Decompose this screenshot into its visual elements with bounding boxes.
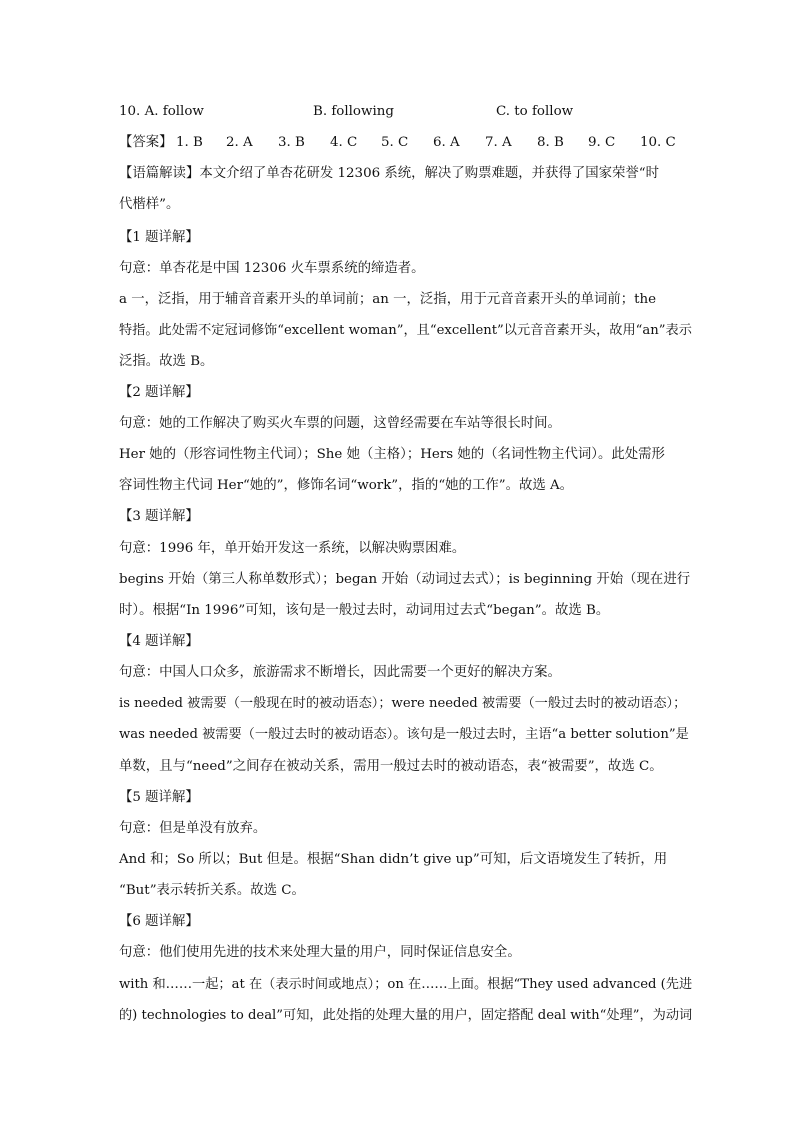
explanation-line: begins 开始（第三人称单数形式）；began 开始（动词过去式）；is beginning 开始（现在进行 (119, 572, 691, 587)
explanation-line: 句意：1996 年，单开始开发这一系统，以解决购票困难。 (119, 541, 466, 556)
passage-summary-line-2: 代楷样”。 (119, 197, 180, 212)
explanation-line: 句意：但是单没有放弃。 (119, 821, 267, 836)
explanation-line: a 一，泛指，用于辅音音素开头的单词前；an 一，泛指，用于元音音素开头的单词前；the (119, 292, 657, 307)
option-a-text: A. follow (144, 104, 204, 119)
question-number: 10. (119, 104, 141, 119)
explanation-line: 的) technologies to deal”可知，此处指的处理大量的用户，固定搭配 deal with“处理”，为动词 (119, 1008, 693, 1023)
question-10-option-b: B. following (313, 104, 394, 119)
answer-label: 【答案】 (119, 135, 173, 150)
explanation-line: 时）。根据“In 1996”可知，该句是一般过去时，动词用过去式“began”。故选 B。 (119, 603, 610, 618)
explanation-heading: 【4 题详解】 (119, 634, 199, 649)
answer-item: 5. C (381, 135, 409, 150)
explanation-line: 容词性物主代词 Her“她的”，修饰名词“work”，指的“她的工作”。故选 A。 (119, 478, 574, 493)
explanation-line: “But”表示转折关系。故选 C。 (119, 883, 305, 898)
explanation-heading: 【6 题详解】 (119, 914, 199, 929)
answer-item: 7. A (485, 135, 512, 150)
answer-item: 3. B (278, 135, 305, 150)
answer-item: 2. A (226, 135, 253, 150)
explanation-heading: 【2 题详解】 (119, 385, 199, 400)
question-10-option-c: C. to follow (496, 104, 574, 119)
answer-item: 6. A (433, 135, 460, 150)
explanation-line: was needed 被需要（一般过去时的被动语态）。该句是一般过去时，主语“a better solution”是 (119, 727, 689, 742)
question-10-option-a (119, 102, 204, 122)
explanation-line: 句意：她的工作解决了购买火车票的问题，这曾经需要在车站等很长时间。 (119, 416, 561, 431)
explanation-line: Her 她的（形容词性物主代词）；She 她（主格）；Hers 她的（名词性物主代词）。此处需形 (119, 447, 665, 462)
explanation-heading: 【5 题详解】 (119, 790, 199, 805)
explanation-line: with 和……一起；at 在（表示时间或地点）；on 在……上面。根据“They used advanced (先进 (119, 977, 693, 992)
explanation-heading: 【1 题详解】 (119, 230, 199, 245)
answer-item: 10. C (640, 135, 676, 150)
explanation-line: is needed 被需要（一般现在时的被动语态）；were needed 被需要（一般过去时的被动语态）； (119, 696, 687, 711)
explanation-line: 泛指。故选 B。 (119, 354, 214, 369)
explanation-line: 特指。此处需不定冠词修饰“excellent woman”，且“excellent”以元音音素开头，故用“an”表示 (119, 323, 692, 338)
passage-summary-line-1: 【语篇解读】本文介绍了单杏花研发 12306 系统，解决了购票难题，并获得了国家荣誉“时 (119, 166, 660, 181)
explanation-line: 句意：他们使用先进的技术来处理大量的用户，同时保证信息安全。 (119, 945, 521, 960)
answer-item: 9. C (588, 135, 616, 150)
explanation-line: And 和；So 所以；But 但是。根据“Shan didn’t give up”可知，后文语境发生了转折，用 (119, 852, 668, 867)
answer-item: 8. B (537, 135, 564, 150)
explanation-line: 句意：中国人口众多，旅游需求不断增长，因此需要一个更好的解决方案。 (119, 665, 561, 680)
explanation-line: 句意：单杏花是中国 12306 火车票系统的缔造者。 (119, 261, 425, 276)
explanation-line: 单数，且与“need”之间存在被动关系，需用一般过去时的被动语态，表“被需要”，故选 C。 (119, 759, 663, 774)
answer-item: 1. B (176, 135, 203, 150)
explanation-heading: 【3 题详解】 (119, 509, 199, 524)
answer-item: 4. C (330, 135, 358, 150)
